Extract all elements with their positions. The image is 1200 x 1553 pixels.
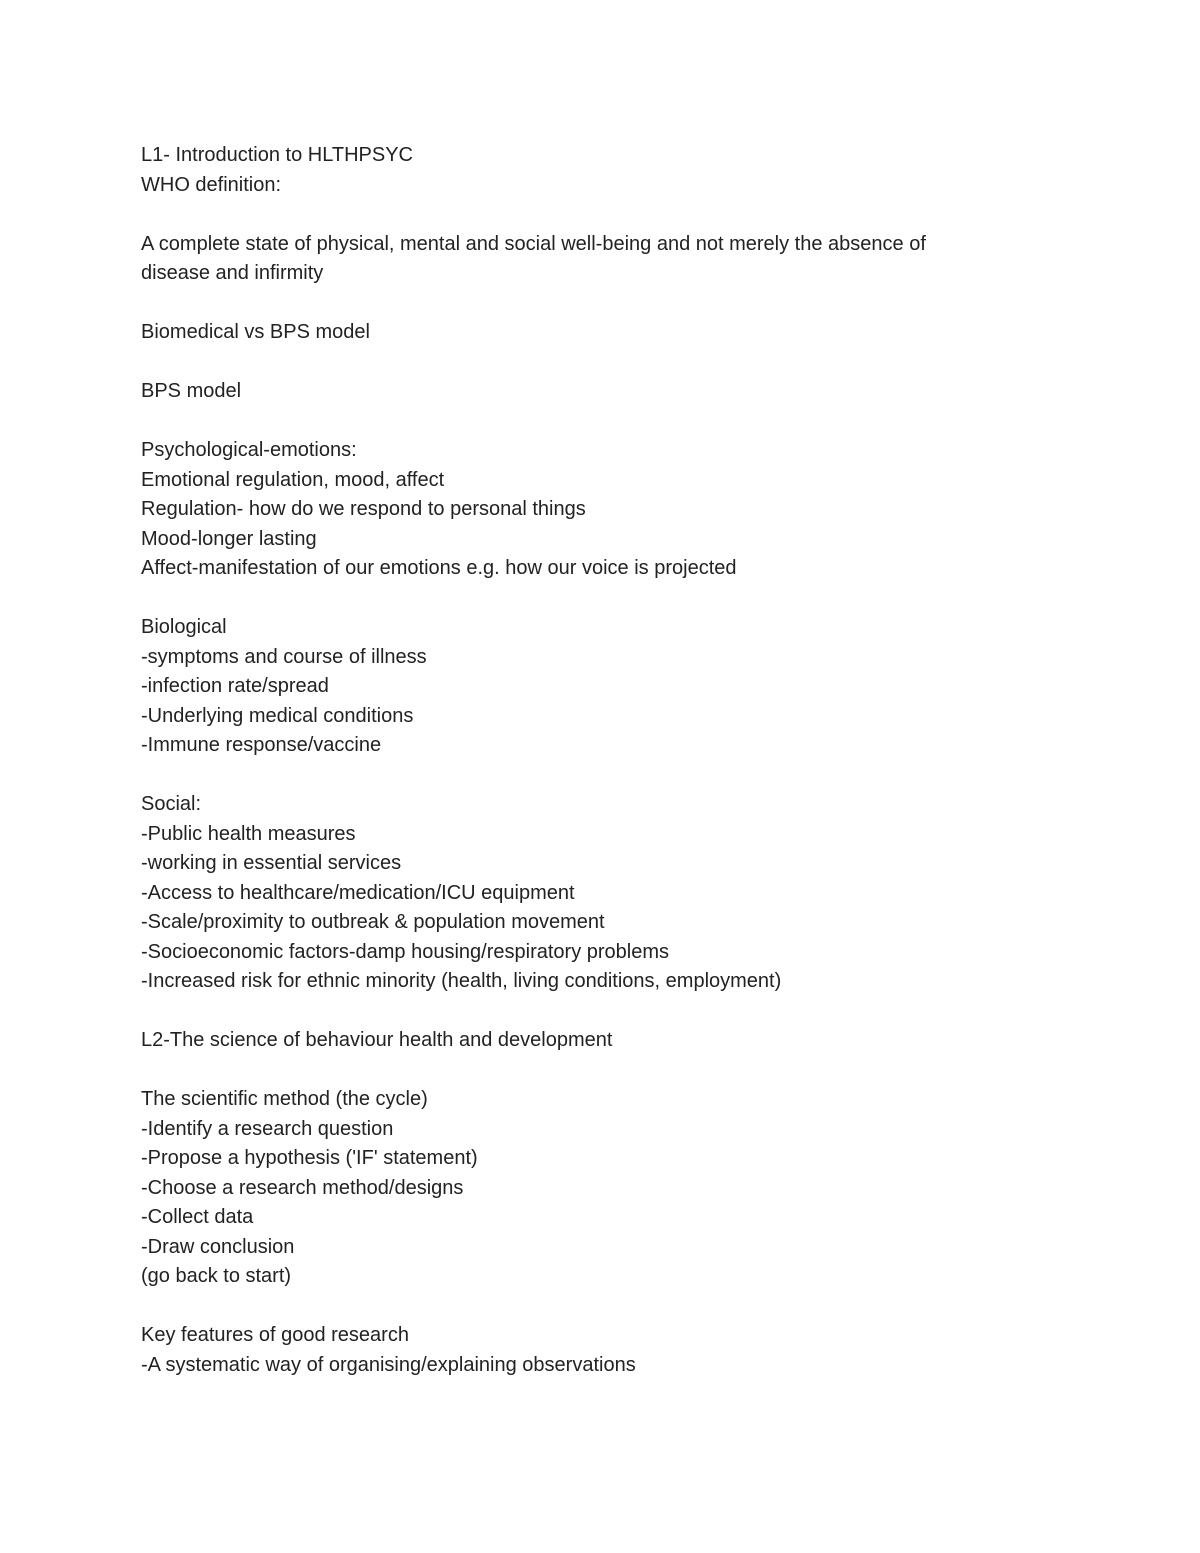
list-item: -Identify a research question [141,1117,394,1140]
list-item: -infection rate/spread [141,675,329,697]
text-line: (go back to start) [141,1265,292,1287]
list-item: -symptoms and course of illness [141,645,427,668]
text-line: Emotional regulation, mood, affect [141,468,445,491]
text-line: disease and infirmity [141,262,324,284]
list-item: -Access to healthcare/medication/ICU equipment [141,881,575,904]
list-item: -Collect data [141,1206,254,1228]
blank-line [141,407,1061,437]
blank-line [141,200,1061,230]
blank-line [141,761,1061,791]
list-item: -Scale/proximity to outbreak & population movement [141,911,605,933]
text-line: WHO definition: [141,173,282,196]
blank-line [141,1292,1061,1322]
text-line: Mood-longer lasting [141,527,317,550]
text-line: Affect-manifestation of our emotions e.g. how our voice is projected [141,557,737,579]
text-line: BPS model [141,380,242,402]
blank-line [141,1056,1061,1086]
text-line: A complete state of physical, mental and social well-being and not merely the absence of [141,232,926,255]
list-item: -Increased risk for ethnic minority (health, living conditions, employment) [141,970,782,992]
list-item: -Socioeconomic factors-damp housing/respiratory problems [141,940,670,963]
list-item: -Underlying medical conditions [141,704,414,727]
text-line: Key features of good research [141,1324,409,1346]
text-line: Psychological-emotions: [141,439,357,461]
text-line: Biological [141,616,227,638]
list-item: -Propose a hypothesis ('IF' statement) [141,1147,478,1169]
document-body [141,141,1061,1380]
blank-line [141,348,1061,378]
list-item: -Choose a research method/designs [141,1176,464,1199]
blank-line [141,997,1061,1027]
blank-line [141,584,1061,614]
lecture-heading-l2: L2-The science of behaviour health and development [141,1029,613,1051]
blank-line [141,289,1061,319]
text-line: Social: [141,793,202,815]
text-line: The scientific method (the cycle) [141,1088,428,1110]
list-item: -Draw conclusion [141,1235,295,1258]
list-item: -Public health measures [141,822,356,845]
lecture-heading-l1: L1- Introduction to HLTHPSYC [141,144,413,166]
list-item: -working in essential services [141,852,402,874]
list-item: -A systematic way of organising/explaining observations [141,1353,636,1376]
text-line: Biomedical vs BPS model [141,321,370,343]
list-item: -Immune response/vaccine [141,734,382,756]
text-line: Regulation- how do we respond to personal things [141,498,586,520]
